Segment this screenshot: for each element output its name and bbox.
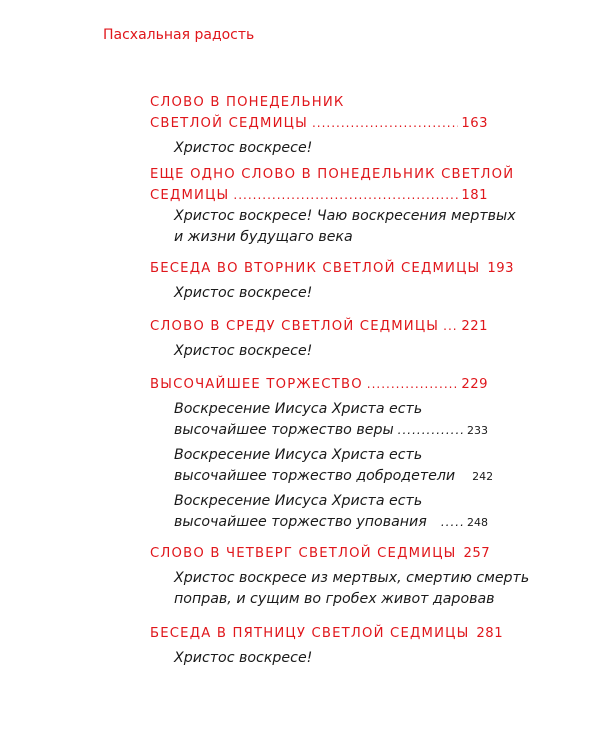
toc-subentry-title-cont: высочайшее торжество упования: [174, 514, 427, 530]
page-number: 257: [463, 546, 491, 561]
toc-subentry-title: Воскресение Иисуса Христа есть: [174, 447, 423, 463]
leader-dots: [443, 316, 458, 337]
toc-entry-title-line: [150, 185, 488, 206]
toc-entry[interactable]: [150, 164, 516, 248]
toc-entry-title-line: [150, 113, 488, 134]
toc-subentry-title-cont: высочайшее торжество веры: [174, 422, 394, 438]
toc-subentry-title-cont: высочайшее торжество добродетели: [174, 468, 456, 484]
toc-entry-title-line: [150, 258, 515, 279]
page-number: 233: [467, 424, 488, 437]
toc-entry-title-cont: СЕДМИЦЫ: [150, 188, 230, 203]
toc-entry-title-line: [150, 316, 488, 337]
toc-entry-title: СЛОВО В ПОНЕДЕЛЬНИК: [150, 95, 345, 110]
leader-dots: [398, 420, 464, 441]
page-number: 163: [461, 116, 488, 131]
toc-subentry[interactable]: [174, 399, 488, 441]
toc-entry-title: ЕЩЕ ОДНО СЛОВО В ПОНЕДЕЛЬНИК СВЕТЛОЙ: [150, 167, 515, 182]
toc-subentry-title: Воскресение Иисуса Христа есть: [174, 401, 423, 417]
toc-entry-subtitle: Христос воскресе! Чаю воскресения мертвых: [174, 208, 516, 224]
toc-entry-title: БЕСЕДА ВО ВТОРНИК СВЕТЛОЙ СЕДМИЦЫ: [150, 261, 481, 276]
leader-dots: [233, 185, 458, 206]
toc-entry-title: БЕСЕДА В ПЯТНИЦУ СВЕТЛОЙ СЕДМИЦЫ: [150, 626, 470, 641]
toc-entry-subtitle: Христос воскресе!: [174, 285, 313, 301]
toc-subentry[interactable]: [174, 445, 494, 487]
page-number: 281: [476, 626, 504, 641]
page-number: 181: [461, 188, 488, 203]
toc-entry-title-line: [150, 374, 488, 395]
toc-entry-title: ВЫСОЧАЙШЕЕ ТОРЖЕСТВО: [150, 377, 363, 392]
page-number: 248: [467, 516, 488, 529]
toc-entry-subtitle: Христос воскресе!: [174, 343, 313, 359]
toc-entry-subtitle: и жизни будущаго века: [174, 229, 353, 245]
toc-entry[interactable]: [150, 623, 504, 669]
leader-dots: [367, 374, 459, 395]
page-number: 229: [461, 377, 488, 392]
toc-entry-title-cont: СВЕТЛОЙ СЕДМИЦЫ: [150, 116, 308, 131]
toc-entry-subtitle: Христос воскресе из мертвых, смертию смерть: [174, 570, 530, 586]
toc-entry[interactable]: [150, 316, 488, 362]
toc-entry-title: СЛОВО В СРЕДУ СВЕТЛОЙ СЕДМИЦЫ: [150, 319, 440, 334]
leader-dots: [312, 113, 458, 134]
toc-entry[interactable]: [150, 92, 488, 159]
page-number: 221: [461, 319, 488, 334]
running-head: Пасхальная радость: [103, 27, 255, 43]
toc-entry[interactable]: [150, 374, 494, 533]
toc-entry[interactable]: [150, 543, 530, 610]
leader-dots: [441, 512, 464, 533]
toc-entry-subtitle: Христос воскресе!: [174, 140, 313, 156]
toc-entry-title-line: [150, 623, 504, 644]
toc-entry-subtitle: Христос воскресе!: [174, 650, 313, 666]
page-number: 193: [487, 261, 515, 276]
page-number: 242: [472, 470, 494, 483]
toc-entry[interactable]: [150, 258, 515, 304]
toc-entry-subtitle: поправ, и сущим во гробех живот даровав: [174, 591, 495, 607]
toc-subentry[interactable]: [174, 491, 488, 533]
toc-subentry-title: Воскресение Иисуса Христа есть: [174, 493, 423, 509]
toc-entry-title: СЛОВО В ЧЕТВЕРГ СВЕТЛОЙ СЕДМИЦЫ: [150, 546, 457, 561]
toc-entry-title-line: [150, 543, 491, 564]
